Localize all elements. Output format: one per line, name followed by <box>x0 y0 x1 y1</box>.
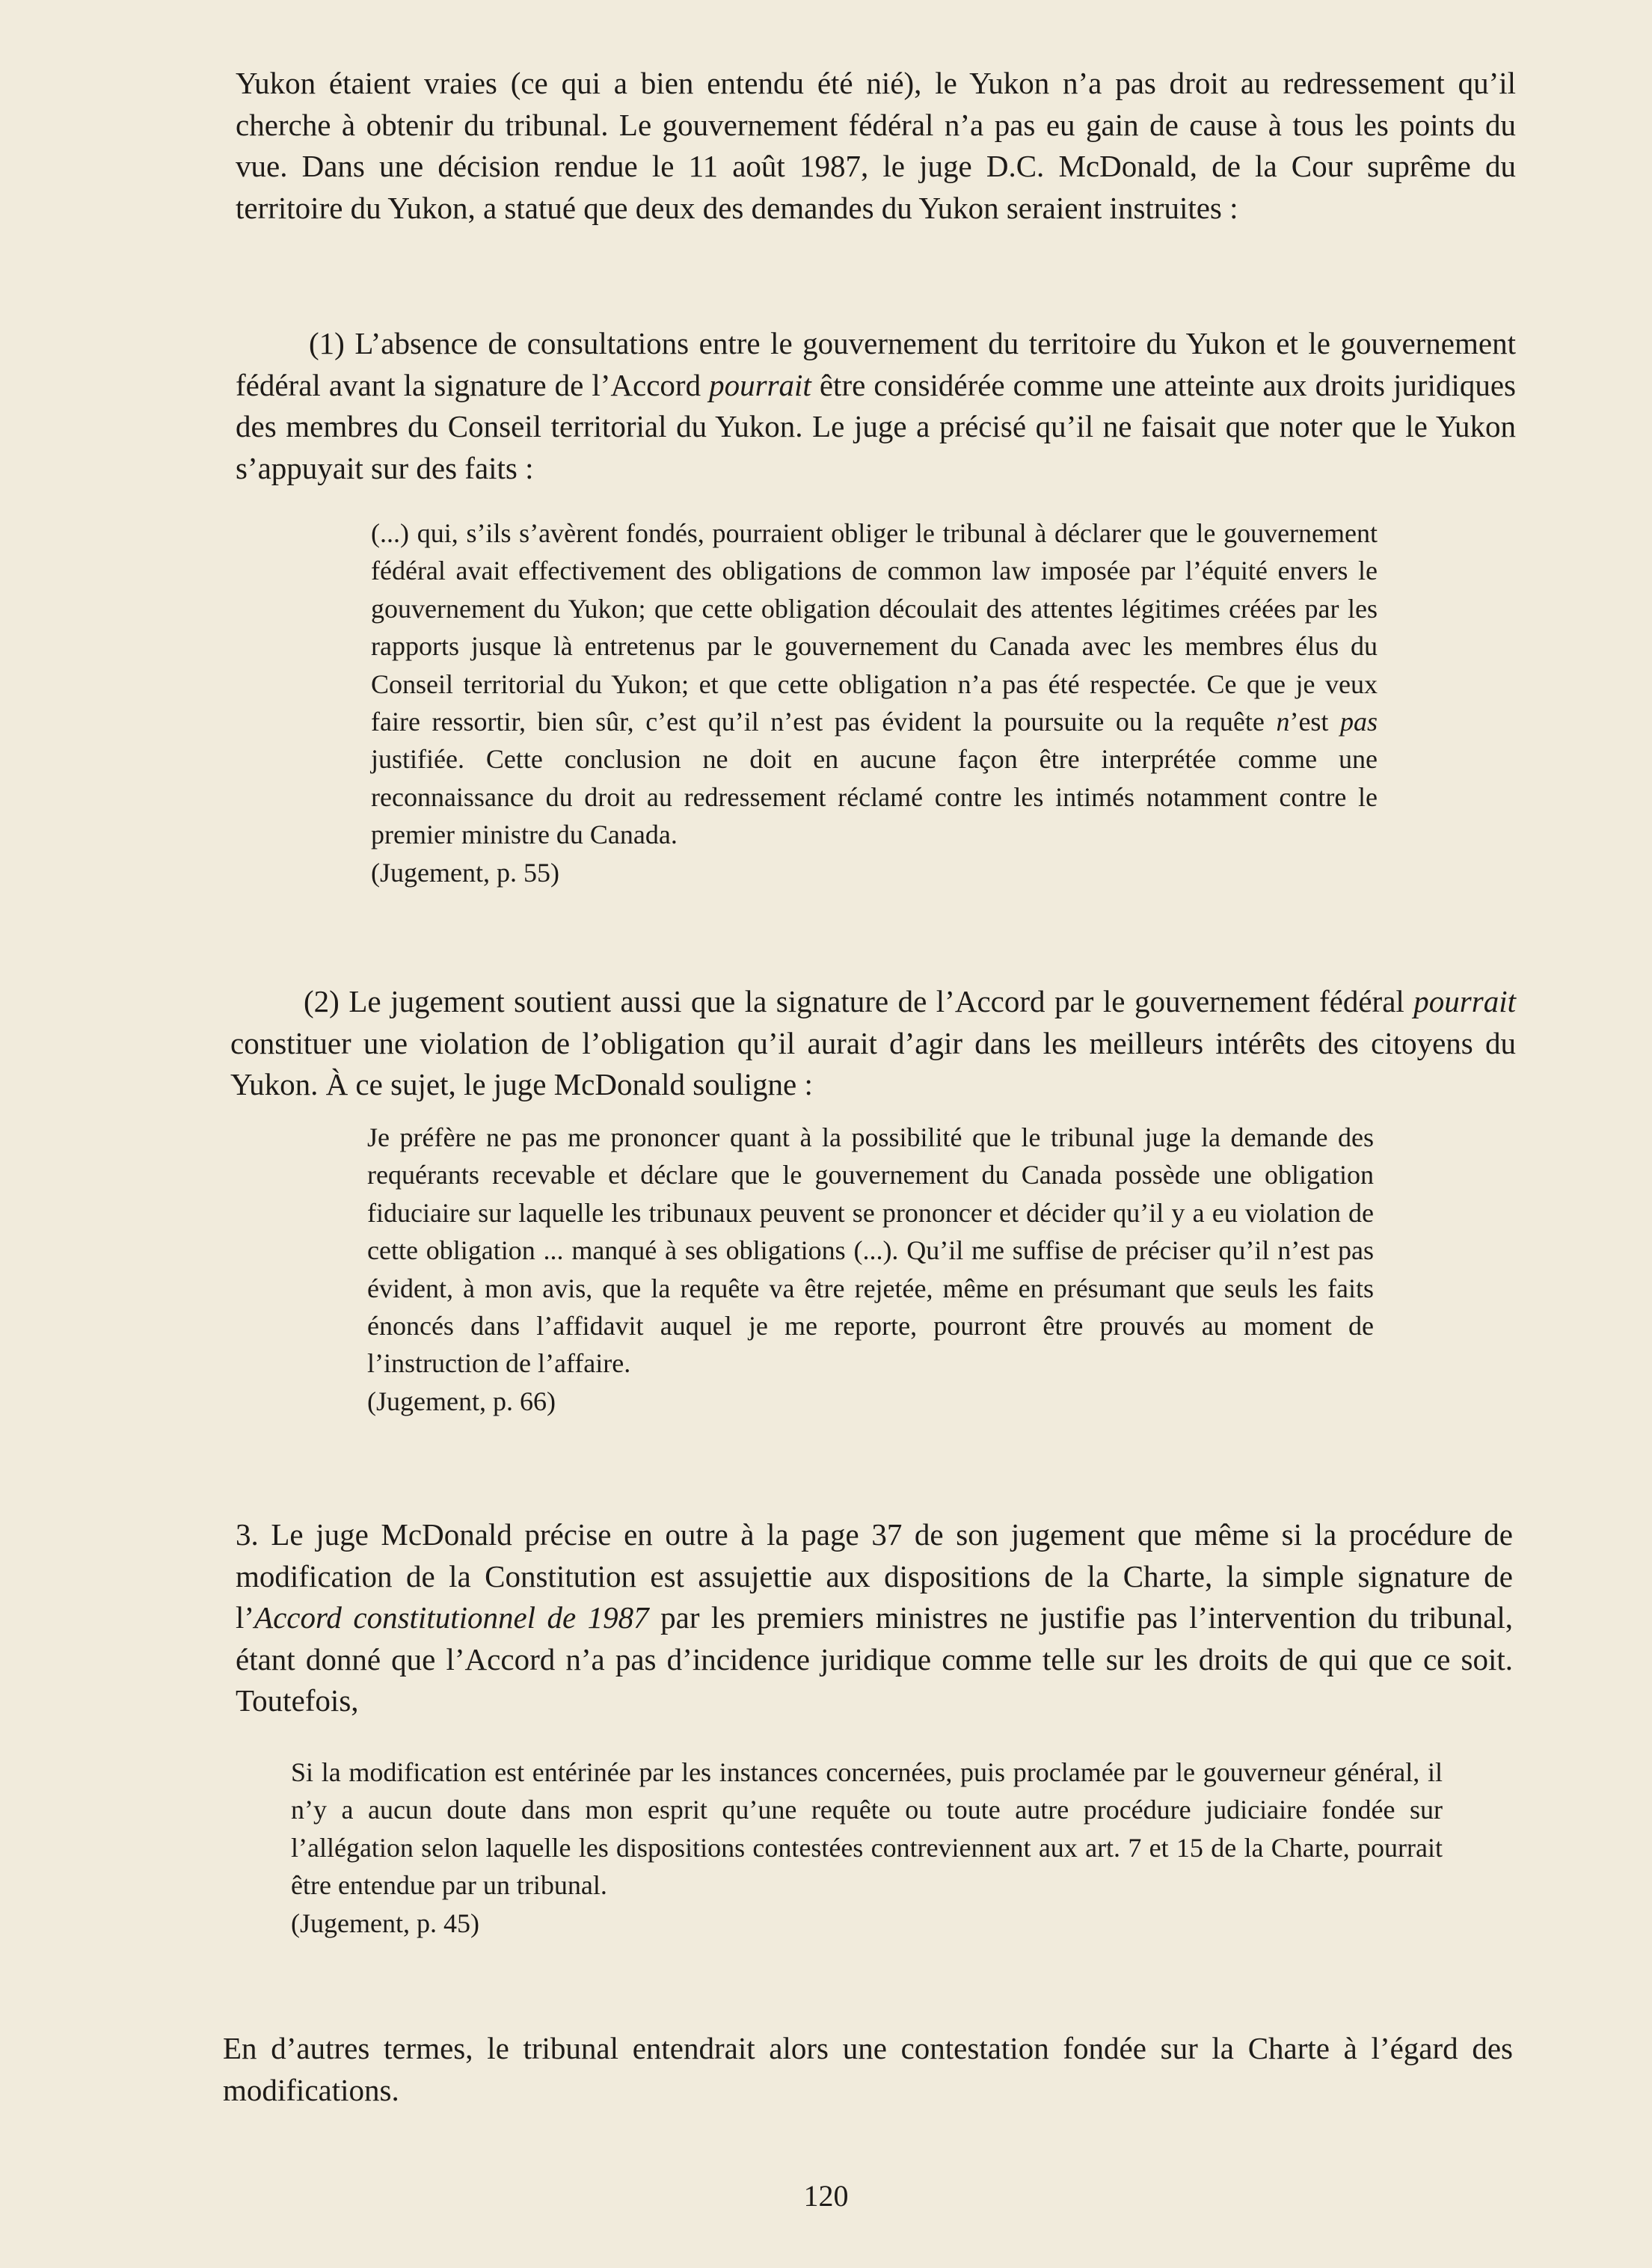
page-number: 120 <box>803 2179 849 2213</box>
point-1-text-a: (1) L’absence de consultations entre le gouvernement du territoire du Yukon et le gouvernement fédéral avant la signature de l’Accord <box>236 326 1516 402</box>
quote-1-emphasis-pas: pas <box>1339 707 1378 737</box>
quote-1-citation: (Jugement, p. 55) <box>371 857 559 888</box>
point-3-emphasis: Accord constitutionnel de 1987 <box>254 1600 649 1635</box>
quote-1-block <box>371 514 1378 891</box>
point-1-text-b: être considérée comme une atteinte aux droits juridiques des membres du Conseil territorial du Yukon. Le juge a précisé qu’il ne faisait que noter que le Yukon s’appuyait sur des faits : <box>236 367 1516 485</box>
point-1-emphasis: pourrait <box>709 367 811 402</box>
point-2-text-a: (2) Le jugement soutient aussi que la signature de l’Accord par le gouvernement fédéral <box>304 984 1414 1018</box>
point-3-paragraph <box>236 1514 1513 1722</box>
point-3-text-a: 3. Le juge McDonald précise en outre à la page 37 de son jugement que même si la procédure de modification de la Constitution est assujettie aux dispositions de la Charte, la simple signature de l’ <box>236 1517 1513 1635</box>
quote-3-block <box>291 1754 1443 1942</box>
quote-2-text: Je préfère ne pas me prononcer quant à la possibilité que le tribunal juge la demande des requérants recevable et déclare que le gouvernement du Canada possède une obligation fiduciaire sur laquelle les tribunaux peuvent se prononcer et décider qu’il y a eu violation de cette obligation ... manqué à ses obligations (...). Qu’il me suffise de préciser qu’il n’est pas évident, à mon avis, que la requête va être rejetée, même en présumant que seuls les faits énoncés dans l’affidavit auquel je me reporte, pourront être prouvés au moment de l’instruction de l’affaire. <box>367 1122 1374 1379</box>
quote-1-text-b: ’est <box>1289 707 1340 737</box>
point-2-paragraph <box>230 981 1516 1106</box>
quote-3-text: Si la modification est entérinée par les instances concernées, puis proclamée par le gouverneur général, il n’y a aucun doute dans mon esprit qu’une requête ou toute autre procédure judiciaire fondée sur l’allégation selon laquelle les dispositions contestées contreviennent aux art. 7 et 15 de la Charte, pourrait être entendue par un tribunal. <box>291 1757 1443 1901</box>
intro-paragraph: Yukon étaient vraies (ce qui a bien entendu été nié), le Yukon n’a pas droit au redressement qu’il cherche à obtenir du tribunal. Le gouvernement fédéral n’a pas eu gain de cause à tous les points du vue. Dans une décision rendue le 11 août 1987, le juge D.C. McDonald, de la Cour suprême du territoire du Yukon, a statué que deux des demandes du Yukon seraient instruites : <box>236 66 1516 225</box>
quote-2-block <box>367 1119 1374 1420</box>
point-2-text-b: constituer une violation de l’obligation qu’il aurait d’agir dans les meilleurs intérêts des citoyens du Yukon. À ce sujet, le juge McDonald souligne : <box>230 1025 1516 1101</box>
quote-1-text-a: (...) qui, s’ils s’avèrent fondés, pourraient obliger le tribunal à déclarer que le gouvernement fédéral avait effectivement des obligations de common law imposée par l’équité envers le gouvernement du Yukon; que cette obligation découlait des attentes légitimes créées par les rapports jusque là entretenus par le gouvernement du Canada avec les membres élus du Conseil territorial du Yukon; et que cette obligation n’a pas été respectée. Ce que je veux faire ressortir, bien sûr, c’est qu’il n’est pas évident la poursuite ou la requête <box>371 518 1378 737</box>
conclusion-paragraph: En d’autres termes, le tribunal entendrait alors une contestation fondée sur la Charte à l’égard des modifications. <box>223 2031 1513 2107</box>
point-3-text-b: par les premiers ministres ne justifie pas l’intervention du tribunal, étant donné que l’Accord n’a pas d’incidence juridique comme telle sur les droits de qui que ce soit. Toutefois, <box>236 1600 1513 1718</box>
point-1-paragraph <box>236 323 1516 489</box>
quote-1-text-c: justifiée. Cette conclusion ne doit en aucune façon être interprétée comme une reconnaissance du droit au redressement réclamé contre les intimés notamment contre le premier ministre du Canada. <box>371 744 1378 850</box>
quote-2-citation: (Jugement, p. 66) <box>367 1386 556 1416</box>
quote-3-citation: (Jugement, p. 45) <box>291 1908 479 1938</box>
point-2-emphasis: pourrait <box>1413 984 1516 1018</box>
quote-1-emphasis-n: n <box>1276 707 1290 737</box>
